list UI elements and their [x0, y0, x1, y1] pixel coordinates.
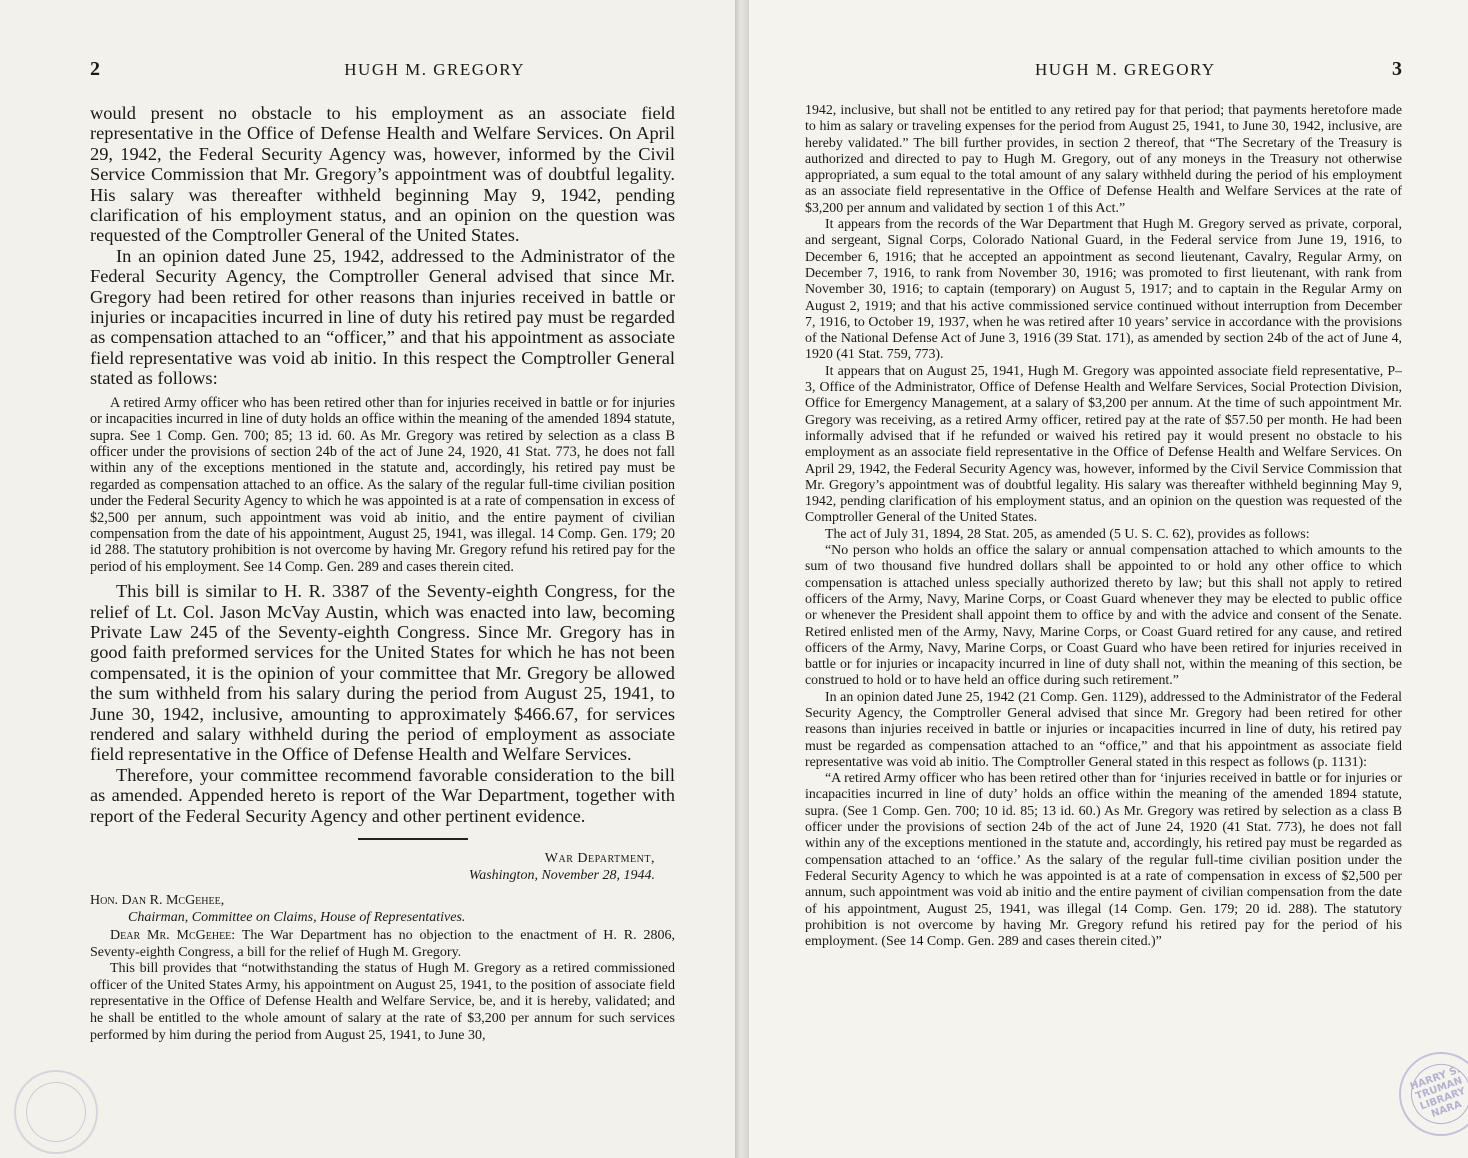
right-running-head	[805, 58, 1402, 81]
left-running-title: HUGH M. GREGORY	[344, 60, 525, 79]
right-page-number: 3	[1392, 58, 1402, 80]
right-paragraph-5: In an opinion dated June 25, 1942 (21 Comp. Gen. 1129), addressed to the Administrator of the Federal Security Agency, the Comptroller General advised that since Mr. Gregory had been retired for other reasons than injuries received in battle or injuries or incapacities incurred in line of duty, his retired pay must be regarded as compensation attached to an “office,” and that his appointment as associate field representative was void ab initio. The Comptroller General stated in this respect as follows (p. 1131):	[805, 689, 1402, 770]
right-running-title: HUGH M. GREGORY	[1035, 60, 1216, 79]
letter-paragraph-1-text: The War Department has no objection to the enactment of H. R. 2806, Seventy-eighth Congress, a bill for the relief of Hugh M. Gregory.	[90, 928, 675, 960]
letter-paragraph-1	[90, 928, 675, 961]
letter-date: Washington, November 28, 1944.	[468, 868, 655, 884]
faded-library-stamp	[2, 1058, 110, 1158]
letter-organization: War Department,	[544, 851, 655, 867]
right-paragraph-3: It appears that on August 25, 1941, Hugh M. Gregory was appointed associate field representative, P–3, Office of the Administrator, Office of Defense Health and Welfare Services, Social Protection Division, Office for Emergency Management, at a salary of $3,200 per annum. At the time of such appointment Mr. Gregory was receiving, as a retired Army officer, retired pay at the rate of $57.50 per month. He had been informally advised that if he refunded or waived his retired pay it would present no obstacle to his employment as an associate field representative in the Office of Defense Health and Welfare Services. On April 29, 1942, the Federal Security Agency was, however, informed by the Civil Service Commission that Mr. Gregory’s appointment was of doubtful legality. His salary was thereafter withheld beginning May 9, 1942, pending clarification of his employment status, and an opinion on the question was requested of the Comptroller General of the United States.	[805, 363, 1402, 526]
left-paragraph-4: Therefore, your committee recommend favorable consideration to the bill as amended. Appended hereto is report of the War Department, together with report of the Federal Security Agency and other pertinent evidence.	[90, 764, 675, 826]
letter-salutation: Dear Mr. McGehee:	[110, 928, 236, 944]
right-paragraph-4: The act of July 31, 1894, 28 Stat. 205, as amended (5 U. S. C. 62), provides as follows:	[825, 526, 1310, 542]
truman-library-stamp	[1387, 1040, 1468, 1148]
left-paragraph-2: In an opinion dated June 25, 1942, addressed to the Administrator of the Federal Security Agency, the Comptroller General advised that since Mr. Gregory had been retired for other reasons than injuries received in battle or injuries or incapacities incurred in line of duty his retired pay must be regarded as compensation attached to an “officer,” and that his appointment as associate field representative was void ab initio. In this respect the Comptroller General stated as follows:	[90, 245, 675, 389]
letter-paragraph-2: This bill provides that “notwithstanding the status of Hugh M. Gregory as a retired commissioned officer of the United States Army, his appointment on August 25, 1941, to the position of associate field representative in the Office of Defense Health and Welfare Service, be, and it is hereby, validated; and he shall be entitled to the whole amount of salary at the rate of $3,200 per annum for such services performed by him during the period from August 25, 1941, to June 30,	[90, 961, 675, 1043]
left-paragraph-3: This bill is similar to H. R. 3387 of the Seventy-eighth Congress, for the relief of Lt. Col. Jason McVay Austin, which was enacted into law, becoming Private Law 245 of the Seventy-eighth Congress. Since Mr. Gregory has in good faith preformed services for the United States for which he has not been compensated, it is the opinion of your committee that Mr. Gregory be allowed the sum withheld from his salary during the period from August 25, 1941, to June 30, 1942, inclusive, amounting to approximately $466.67, for services rendered and salary withheld during the period of employment as associate field representative in the Office of Defense Health and Welfare Services.	[90, 581, 675, 765]
addressee-name: Hon. Dan R. McGehee,	[90, 893, 225, 909]
right-paragraph-1: 1942, inclusive, but shall not be entitled to any retired pay for that period; that payments heretofore made to him as salary or traveling expenses for the period from August 25, 1941, to June 30, 1942, inclusive, are hereby validated.” The bill further provides, in section 2 thereof, that “The Secretary of the Treasury is authorized and directed to pay to Hugh M. Gregory, out of any moneys in the Treasury not otherwise appropriated, a sum equal to the total amount of any salary withheld during the period of his employment as an associate field representative in the Office of Defense Health and Welfare Services at the rate of $3,200 per annum and validated by section 1 of this Act.”	[805, 103, 1402, 216]
book-gutter	[735, 0, 749, 1158]
left-running-head	[90, 58, 675, 81]
right-page	[735, 0, 1468, 1158]
left-paragraph-1: would present no obstacle to his employment as an associate field representative in the Office of Defense Health and Welfare Services. On April 29, 1942, the Federal Security Agency was, however, informed by the Civil Service Commission that Mr. Gregory’s appointment was of doubtful legality. His salary was thereafter withheld beginning May 9, 1942, pending clarification of his employment status, and an opinion on the question was requested of the Comptroller General of the United States.	[90, 103, 675, 246]
left-page-number: 2	[90, 58, 100, 80]
letter-addressee	[90, 892, 675, 926]
left-quotation: A retired Army officer who has been retired other than for injuries received in battle or for injuries or incapacities incurred in line of duty holds an office within the meaning of the amended 1894 statute, supra. See 1 Comp. Gen. 700; 85; 13 id. 60. As Mr. Gregory was retired by selection as a class B officer under the provisions of section 24b of the act of June 24, 1920, 41 Stat. 773, he does not fall within any of the exceptions mentioned in the statute and, accordingly, his retired pay must be regarded as compensation attached to an office. As the salary of the regular full-time civilian position under the Federal Security Agency to which he was appointed is at a rate of compensation in excess of $2,500 per annum, such appointment was void ab initio, and the entire payment of civilian compensation from the date of his appointment, August 25, 1941, was illegal. 14 Comp. Gen. 179; 20 id 288. The statutory prohibition is not overcome by having Mr. Gregory refund his retired pay for the period of his employment. See 14 Comp. Gen. 289 and cases therein cited.	[90, 394, 675, 575]
right-quotation-1: “No person who holds an office the salary or annual compensation attached to which amounts to the sum of two thousand five hundred dollars shall be appointed to or hold any other office to which compensation is attached unless specially authorized thereto by law; but this shall not apply to retired officers of the Army, Navy, Marine Corps, or Coast Guard whenever they may be elected to public office or whenever the President shall appoint them to office by and with the advice and consent of the Senate. Retired enlisted men of the Army, Navy, Marine Corps, or Coast Guard retired for any cause, and retired officers of the Army, Navy, Marine Corps, or Coast Guard who have been retired for injuries received in battle or for injuries or incapacity incurred in line of duty shall not, within the meaning of this section, be construed to hold or to have held an office during such retirement.”	[805, 543, 1402, 689]
right-paragraph-2: It appears from the records of the War Department that Hugh M. Gregory served as private, corporal, and sergeant, Signal Corps, Colorado National Guard, in the Federal service from June 19, 1916, to December 6, 1916; that he accepted an appointment as second lieutenant, Cavalry, Regular Army, on December 7, 1916, to rank from November 30, 1916; was promoted to first lieutenant, with rank from November 30, 1916; to captain (temporary) on August 5, 1917; and to captain in the Regular Army on August 2, 1919; and that his active commissioned service continued without interruption from December 7, 1916, to October 19, 1937, when he was retired after 10 years’ service in accordance with the provisions of the National Defense Act of June 3, 1916 (39 Stat. 171), as amended by section 24b of the act of June 4, 1920 (41 Stat. 759, 773).	[805, 217, 1402, 363]
truman-stamp-text: HARRY S. TRUMAN LIBRARY NARA	[1403, 1056, 1468, 1133]
faded-stamp-ring	[18, 1074, 95, 1151]
right-quotation-2: “A retired Army officer who has been retired other than for ‘injuries received in battle or for injuries or incapacities incurred in line of duty’ holds an office within the meaning of the amended 1894 statute, supra. (See 1 Comp. Gen. 700; 10 id. 85; 13 id. 60.) As Mr. Gregory was retired by selection as a class B officer under the provisions of section 24b of the act of June 24, 1920 (41 Stat. 773), he does not fall within any of the exceptions mentioned in the statute and, accordingly, his retired pay must be regarded as compensation attached to an ‘office.’ As the salary of the regular full-time civilian position under the Federal Security Agency to which he was appointed is at a rate of compensation in excess of $2,500 per annum, such appointment was void ab initio and the entire payment of civilian compensation from the date of his appointment, August 25, 1941, was illegal (14 Comp. Gen. 179; 20 id. 288). The statutory prohibition is not overcome by having Mr. Gregory refund his retired pay for the period of his employment. (See 14 Comp. Gen. 289 and cases therein cited.)”	[805, 771, 1402, 950]
letterhead	[90, 850, 655, 884]
section-divider	[358, 838, 468, 840]
addressee-title: Chairman, Committee on Claims, House of Representatives.	[128, 910, 466, 926]
